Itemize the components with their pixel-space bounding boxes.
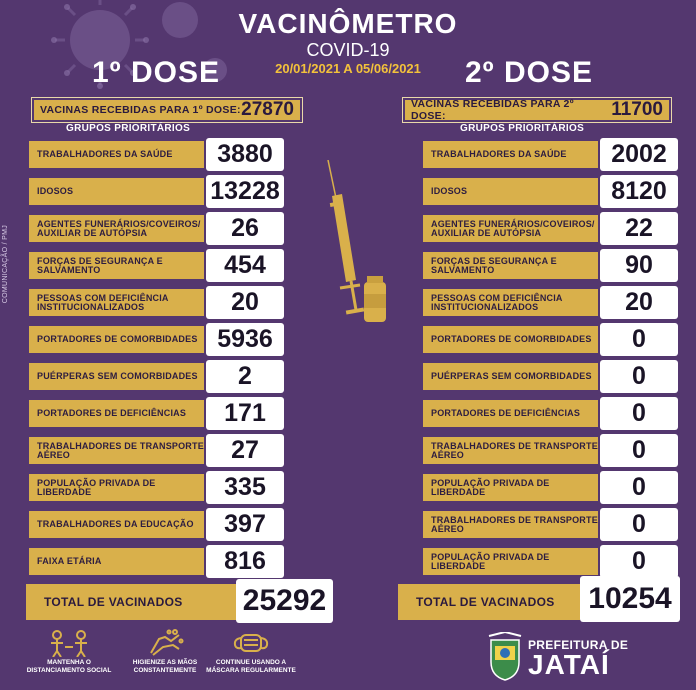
- group-value: 816: [206, 545, 284, 578]
- dose2-group-list: [423, 136, 678, 580]
- dose2-row: [423, 432, 678, 469]
- group-value: 454: [206, 249, 284, 282]
- dose2-total-label: TOTAL DE VACINADOS: [398, 584, 580, 620]
- dose1-total-value: 25292: [236, 579, 333, 623]
- group-label: TRABALHADORES DA SAÚDE: [423, 141, 598, 168]
- dose2-row: [423, 358, 678, 395]
- group-value: 2002: [600, 138, 678, 171]
- dose1-received-box: [31, 97, 303, 123]
- date-range: 20/01/2021 A 05/06/2021: [275, 61, 421, 76]
- group-value: 27: [206, 434, 284, 467]
- face-mask-icon: [231, 629, 271, 657]
- group-label: PESSOAS COM DEFICIÊNCIA INSTITUCIONALIZADOS: [423, 289, 598, 316]
- group-value: 0: [600, 323, 678, 356]
- tip-social-distance: [24, 629, 114, 675]
- dose1-row: [29, 358, 284, 395]
- dose2-row: [423, 247, 678, 284]
- dose1-row: [29, 432, 284, 469]
- tip-text: HIGIENIZE AS MÃOS CONSTANTEMENTE: [132, 659, 198, 674]
- group-label: AGENTES FUNERÁRIOS/COVEIROS/ AUXILIAR DE AUTÓPSIA: [423, 215, 598, 242]
- dose2-row: [423, 321, 678, 358]
- tip-text: CONTINUE USANDO A MÁSCARA REGULARMENTE: [206, 659, 296, 674]
- dose2-received-label: VACINAS RECEBIDAS PARA 2º DOSE:: [411, 98, 574, 122]
- group-value: 0: [600, 434, 678, 467]
- group-value: 0: [600, 471, 678, 504]
- group-value: 171: [206, 397, 284, 430]
- dose2-row: [423, 136, 678, 173]
- group-label: POPULAÇÃO PRIVADA DE LIBERDADE: [29, 474, 204, 501]
- group-value: 0: [600, 508, 678, 541]
- dose2-total-value: 10254: [580, 576, 680, 622]
- group-label: IDOSOS: [29, 178, 204, 205]
- group-value: 3880: [206, 138, 284, 171]
- group-label: PUÉRPERAS SEM COMORBIDADES: [29, 363, 204, 390]
- group-label: TRABALHADORES DE TRANSPORTE AÉREO: [423, 437, 598, 464]
- city-prefix: PREFEITURA DE: [528, 638, 629, 652]
- dose1-received-label: VACINAS RECEBIDAS PARA 1º DOSE:: [40, 104, 241, 116]
- group-value: 26: [206, 212, 284, 245]
- page-subtitle: COVID-19: [306, 40, 390, 60]
- group-label: FORÇAS DE SEGURANÇA E SALVAMENTO: [29, 252, 204, 279]
- dose1-row: [29, 321, 284, 358]
- dose1-title: 1º DOSE: [92, 56, 220, 89]
- dose2-received-box: [402, 97, 672, 123]
- dose1-row: [29, 469, 284, 506]
- group-label: TRABALHADORES DA SAÚDE: [29, 141, 204, 168]
- group-value: 20: [600, 286, 678, 319]
- group-value: 90: [600, 249, 678, 282]
- group-value: 22: [600, 212, 678, 245]
- page-title: VACINÔMETRO: [238, 8, 458, 39]
- group-label: TRABALHADORES DE TRANSPORTE AÉREO: [423, 511, 598, 538]
- group-value: 335: [206, 471, 284, 504]
- group-value: 13228: [206, 175, 284, 208]
- group-label: PORTADORES DE COMORBIDADES: [29, 326, 204, 353]
- group-label: PORTADORES DE COMORBIDADES: [423, 326, 598, 353]
- syringe-icon: [320, 160, 390, 330]
- tip-hand-wash: [120, 629, 210, 675]
- group-value: 0: [600, 360, 678, 393]
- credit-text: COMUNICAÇÃO / PMJ: [2, 225, 9, 304]
- dose1-row: [29, 210, 284, 247]
- dose2-received-value: 11700: [611, 99, 663, 120]
- dose2-row: [423, 284, 678, 321]
- group-value: 8120: [600, 175, 678, 208]
- dose2-row: [423, 469, 678, 506]
- group-value: 397: [206, 508, 284, 541]
- group-label: POPULAÇÃO PRIVADA DE LIBERDADE: [423, 474, 598, 501]
- dose2-title: 2º DOSE: [465, 56, 593, 89]
- dose1-received-value: 27870: [241, 99, 294, 120]
- group-label: PUÉRPERAS SEM COMORBIDADES: [423, 363, 598, 390]
- dose1-row: [29, 543, 284, 580]
- virus-decoration: [40, 0, 240, 110]
- group-label: AGENTES FUNERÁRIOS/COVEIROS/ AUXILIAR DE AUTÓPSIA: [29, 215, 204, 242]
- group-label: PESSOAS COM DEFICIÊNCIA INSTITUCIONALIZADOS: [29, 289, 204, 316]
- group-value: 0: [600, 545, 678, 578]
- group-label: FORÇAS DE SEGURANÇA E SALVAMENTO: [423, 252, 598, 279]
- dose1-row: [29, 173, 284, 210]
- dose1-total-label: TOTAL DE VACINADOS: [26, 584, 236, 620]
- dose2-row: [423, 210, 678, 247]
- dose1-row: [29, 284, 284, 321]
- tip-text: MANTENHA O DISTANCIAMENTO SOCIAL: [26, 659, 112, 674]
- group-value: 5936: [206, 323, 284, 356]
- group-value: 20: [206, 286, 284, 319]
- dose2-row: [423, 506, 678, 543]
- group-value: 0: [600, 397, 678, 430]
- header: [220, 8, 476, 78]
- dose1-groups-title: GRUPOS PRIORITÁRIOS: [66, 123, 191, 134]
- group-value: 2: [206, 360, 284, 393]
- dose1-row: [29, 506, 284, 543]
- city-name: JATAÍ: [528, 649, 610, 680]
- dose2-row: [423, 543, 678, 580]
- hand-wash-icon: [145, 629, 185, 657]
- group-label: TRABALHADORES DA EDUCAÇÃO: [29, 511, 204, 538]
- dose1-group-list: [29, 136, 284, 580]
- city-logo: [486, 632, 666, 684]
- dose1-row: [29, 136, 284, 173]
- social-distance-icon: [47, 629, 91, 657]
- dose2-groups-title: GRUPOS PRIORITÁRIOS: [460, 123, 585, 134]
- dose1-row: [29, 395, 284, 432]
- group-label: PORTADORES DE DEFICIÊNCIAS: [29, 400, 204, 427]
- group-label: FAIXA ETÁRIA: [29, 548, 204, 575]
- dose2-row: [423, 395, 678, 432]
- group-label: POPULAÇÃO PRIVADA DE LIBERDADE: [423, 548, 598, 575]
- group-label: IDOSOS: [423, 178, 598, 205]
- tip-face-mask: [206, 629, 296, 675]
- group-label: TRABALHADORES DE TRANSPORTE AÉREO: [29, 437, 204, 464]
- dose1-row: [29, 247, 284, 284]
- city-emblem-icon: [486, 632, 524, 682]
- group-label: PORTADORES DE DEFICIÊNCIAS: [423, 400, 598, 427]
- dose2-row: [423, 173, 678, 210]
